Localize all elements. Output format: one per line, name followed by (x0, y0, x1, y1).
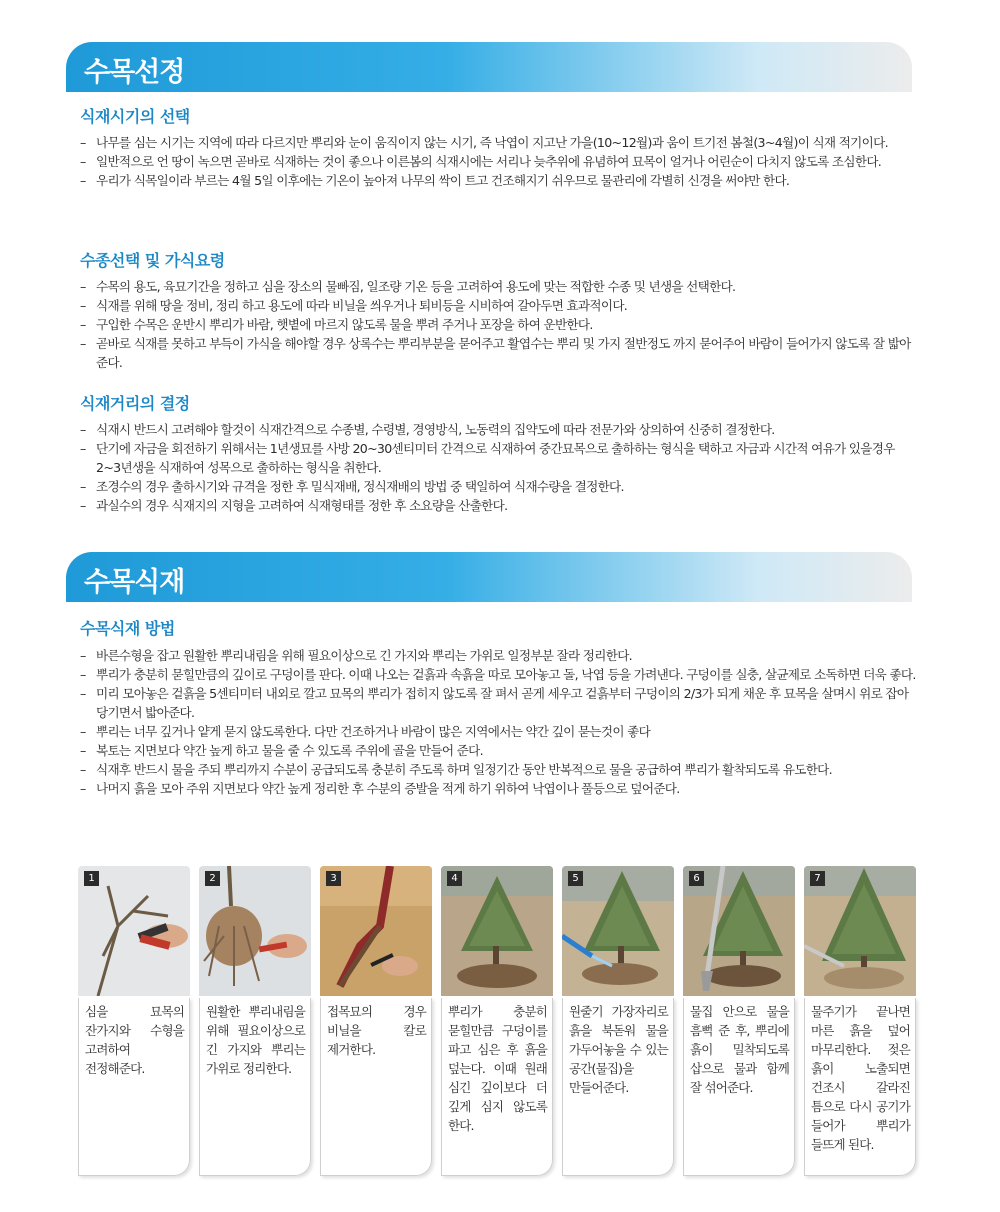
species-selection-list (80, 277, 916, 372)
step-card-2 (199, 866, 311, 1178)
planting-distance-list (80, 420, 916, 515)
list-item: – 수목의 용도, 육묘기간을 정하고 심을 장소의 물빠짐, 일조량 기온 등을 고려하여 용도에 맞는 적합한 수종 및 년생을 선택한다. (80, 277, 916, 296)
sub-heading-planting-distance: 식재거리의 결정 (80, 394, 190, 413)
sub-heading-planting-time: 식재시기의 선택 (80, 107, 190, 126)
planting-steps (78, 866, 918, 1186)
list-item: – 우리가 식목일이라 부르는 4월 5일 이후에는 기온이 높아져 나무의 싹이 트고 건조해지기 쉬우므로 물관리에 각별히 신경을 써야만 한다. (80, 171, 916, 190)
list-item: – 뿌리가 충분히 묻힐만큼의 깊이로 구덩이를 판다. 이때 나오는 겉흙과 속흙을 따로 모아놓고 돌, 낙엽 등을 가려낸다. 구덩이를 실충, 살균제로 소독하면 더욱 좋다. (80, 665, 916, 684)
section-title: 수목선정 (84, 57, 185, 88)
list-item: – 뿌리는 너무 깊거나 얕게 묻지 않도록한다. 다만 건조하거나 바람이 많은 지역에서는 약간 깊이 묻는것이 좋다 (80, 722, 916, 741)
step-photo-graft-vinyl (320, 866, 432, 996)
list-item: – 단기에 자금을 회전하기 위해서는 1년생묘를 사방 20~30센티미터 간격으로 식재하여 중간묘목으로 출하하는 형식을 택하고 자금과 시간적 여유가 있을경우 2~3년생을 식재하여 성목으로 출하하는 형식을 취한다. (80, 439, 916, 477)
list-item: – 일반적으로 언 땅이 녹으면 곧바로 식재하는 것이 좋으나 이른봄의 식재시에는 서리나 늦추위에 유념하여 묘목이 얼거나 어린순이 다치지 않도록 조심한다. (80, 152, 916, 171)
list-item: – 식재를 위해 땅을 정비, 정리 하고 용도에 따라 비닐을 씌우거나 퇴비등을 시비하여 갈아두면 효과적이다. (80, 296, 916, 315)
step-description: 물집 안으로 물을 흠뻑 준 후, 뿌리에 흙이 밀착되도록 삽으로 물과 함께 잘 섞어준다. (683, 998, 795, 1176)
step-description: 접목묘의 경우 비닐을 칼로 제거한다. (320, 998, 432, 1176)
list-item: – 구입한 수목은 운반시 뿌리가 바람, 햇볕에 마르지 않도록 물을 뿌려 주거나 포장을 하여 운반한다. (80, 315, 916, 334)
step-description: 원줄기 가장자리로 흙을 북돋워 물을 가두어놓을 수 있는 공간(물집)을 만들어준다. (562, 998, 674, 1176)
step-photo-pruning (78, 866, 190, 996)
sub-heading-planting-method: 수목식재 방법 (80, 619, 175, 638)
step-number: 4 (447, 871, 462, 886)
step-photo-covering-soil (804, 866, 916, 996)
section-banner-tree-selection (66, 42, 912, 92)
step-number: 3 (326, 871, 341, 886)
step-description: 뿌리가 충분히 묻힐만큼 구덩이를 파고 심은 후 흙을 덮는다. 이때 원래 심긴 깊이보다 더 깊게 심지 않도록 한다. (441, 998, 553, 1176)
sub-heading-species-selection: 수종선택 및 가식요령 (80, 251, 225, 270)
planting-time-list (80, 133, 916, 190)
list-item: – 식재후 반드시 물을 주되 뿌리까지 수분이 공급되도록 충분히 주도록 하며 일정기간 동안 반복적으로 물을 공급하여 뿌리가 활착되도록 유도한다. (80, 760, 916, 779)
section-title: 수목식재 (84, 567, 185, 598)
step-description: 물주기가 끝나면 마른 흙을 덮어 마무리한다. 젖은 흙이 노출되면 건조시 갈라진 틈으로 다시 공기가 들어가 뿌리가 들뜨게 된다. (804, 998, 916, 1176)
list-item: – 미리 모아놓은 겉흙을 5센티미터 내외로 깔고 묘목의 뿌리가 접히지 않도록 잘 펴서 곧게 세우고 겉흙부터 구덩이의 2/3가 되게 채운 후 묘목을 살며시 위로 잡아 당기면서 밟아준다. (80, 684, 916, 722)
planting-method-list (80, 646, 916, 798)
step-card-3 (320, 866, 432, 1178)
step-description: 심을 묘목의 잔가지와 수형을 고려하여 전정해준다. (78, 998, 190, 1176)
list-item: – 나무를 심는 시기는 지역에 따라 다르지만 뿌리와 눈이 움직이지 않는 시기, 즉 낙엽이 지고난 가을(10~12월)과 움이 트기전 봄철(3~4월)이 식재 적기이다. (80, 133, 916, 152)
step-card-5 (562, 866, 674, 1178)
step-card-1 (78, 866, 190, 1178)
step-photo-watering (683, 866, 795, 996)
list-item: – 식재시 반드시 고려해야 할것이 식재간격으로 수종별, 수령별, 경영방식, 노동력의 집약도에 따라 전문가와 상의하여 신중히 결정한다. (80, 420, 916, 439)
list-item: – 나머지 흙을 모아 주위 지면보다 약간 높게 정리한 후 수분의 증발을 적게 하기 위하여 낙엽이나 풀등으로 덮어준다. (80, 779, 916, 798)
step-number: 6 (689, 871, 704, 886)
step-card-6 (683, 866, 795, 1178)
step-number: 1 (84, 871, 99, 886)
step-number: 5 (568, 871, 583, 886)
step-card-7 (804, 866, 916, 1178)
list-item: – 바른수형을 잡고 원활한 뿌리내림을 위해 필요이상으로 긴 가지와 뿌리는 가위로 일정부분 잘라 정리한다. (80, 646, 916, 665)
list-item: – 조경수의 경우 출하시기와 규격을 정한 후 밀식재배, 정식재배의 방법 중 택일하여 식재수량을 결정한다. (80, 477, 916, 496)
list-item: – 과실수의 경우 식재지의 지형을 고려하여 식재형태를 정한 후 소요량을 산출한다. (80, 496, 916, 515)
step-photo-planting-hole (441, 866, 553, 996)
step-description: 원활한 뿌리내림을 위해 필요이상으로 긴 가지와 뿌리는 가위로 정리한다. (199, 998, 311, 1176)
list-item: – 복토는 지면보다 약간 높게 하고 물을 줄 수 있도록 주위에 골을 만들어 준다. (80, 741, 916, 760)
step-photo-water-basin (562, 866, 674, 996)
step-number: 2 (205, 871, 220, 886)
step-photo-root-trimming (199, 866, 311, 996)
step-card-4 (441, 866, 553, 1178)
list-item: – 곧바로 식재를 못하고 부득이 가식을 해야할 경우 상록수는 뿌리부분을 묻어주고 활엽수는 뿌리 및 가지 절반정도 까지 묻어주어 바람이 들어가지 않도록 잘 밟아준다. (80, 334, 916, 372)
section-banner-tree-planting (66, 552, 912, 602)
step-number: 7 (810, 871, 825, 886)
